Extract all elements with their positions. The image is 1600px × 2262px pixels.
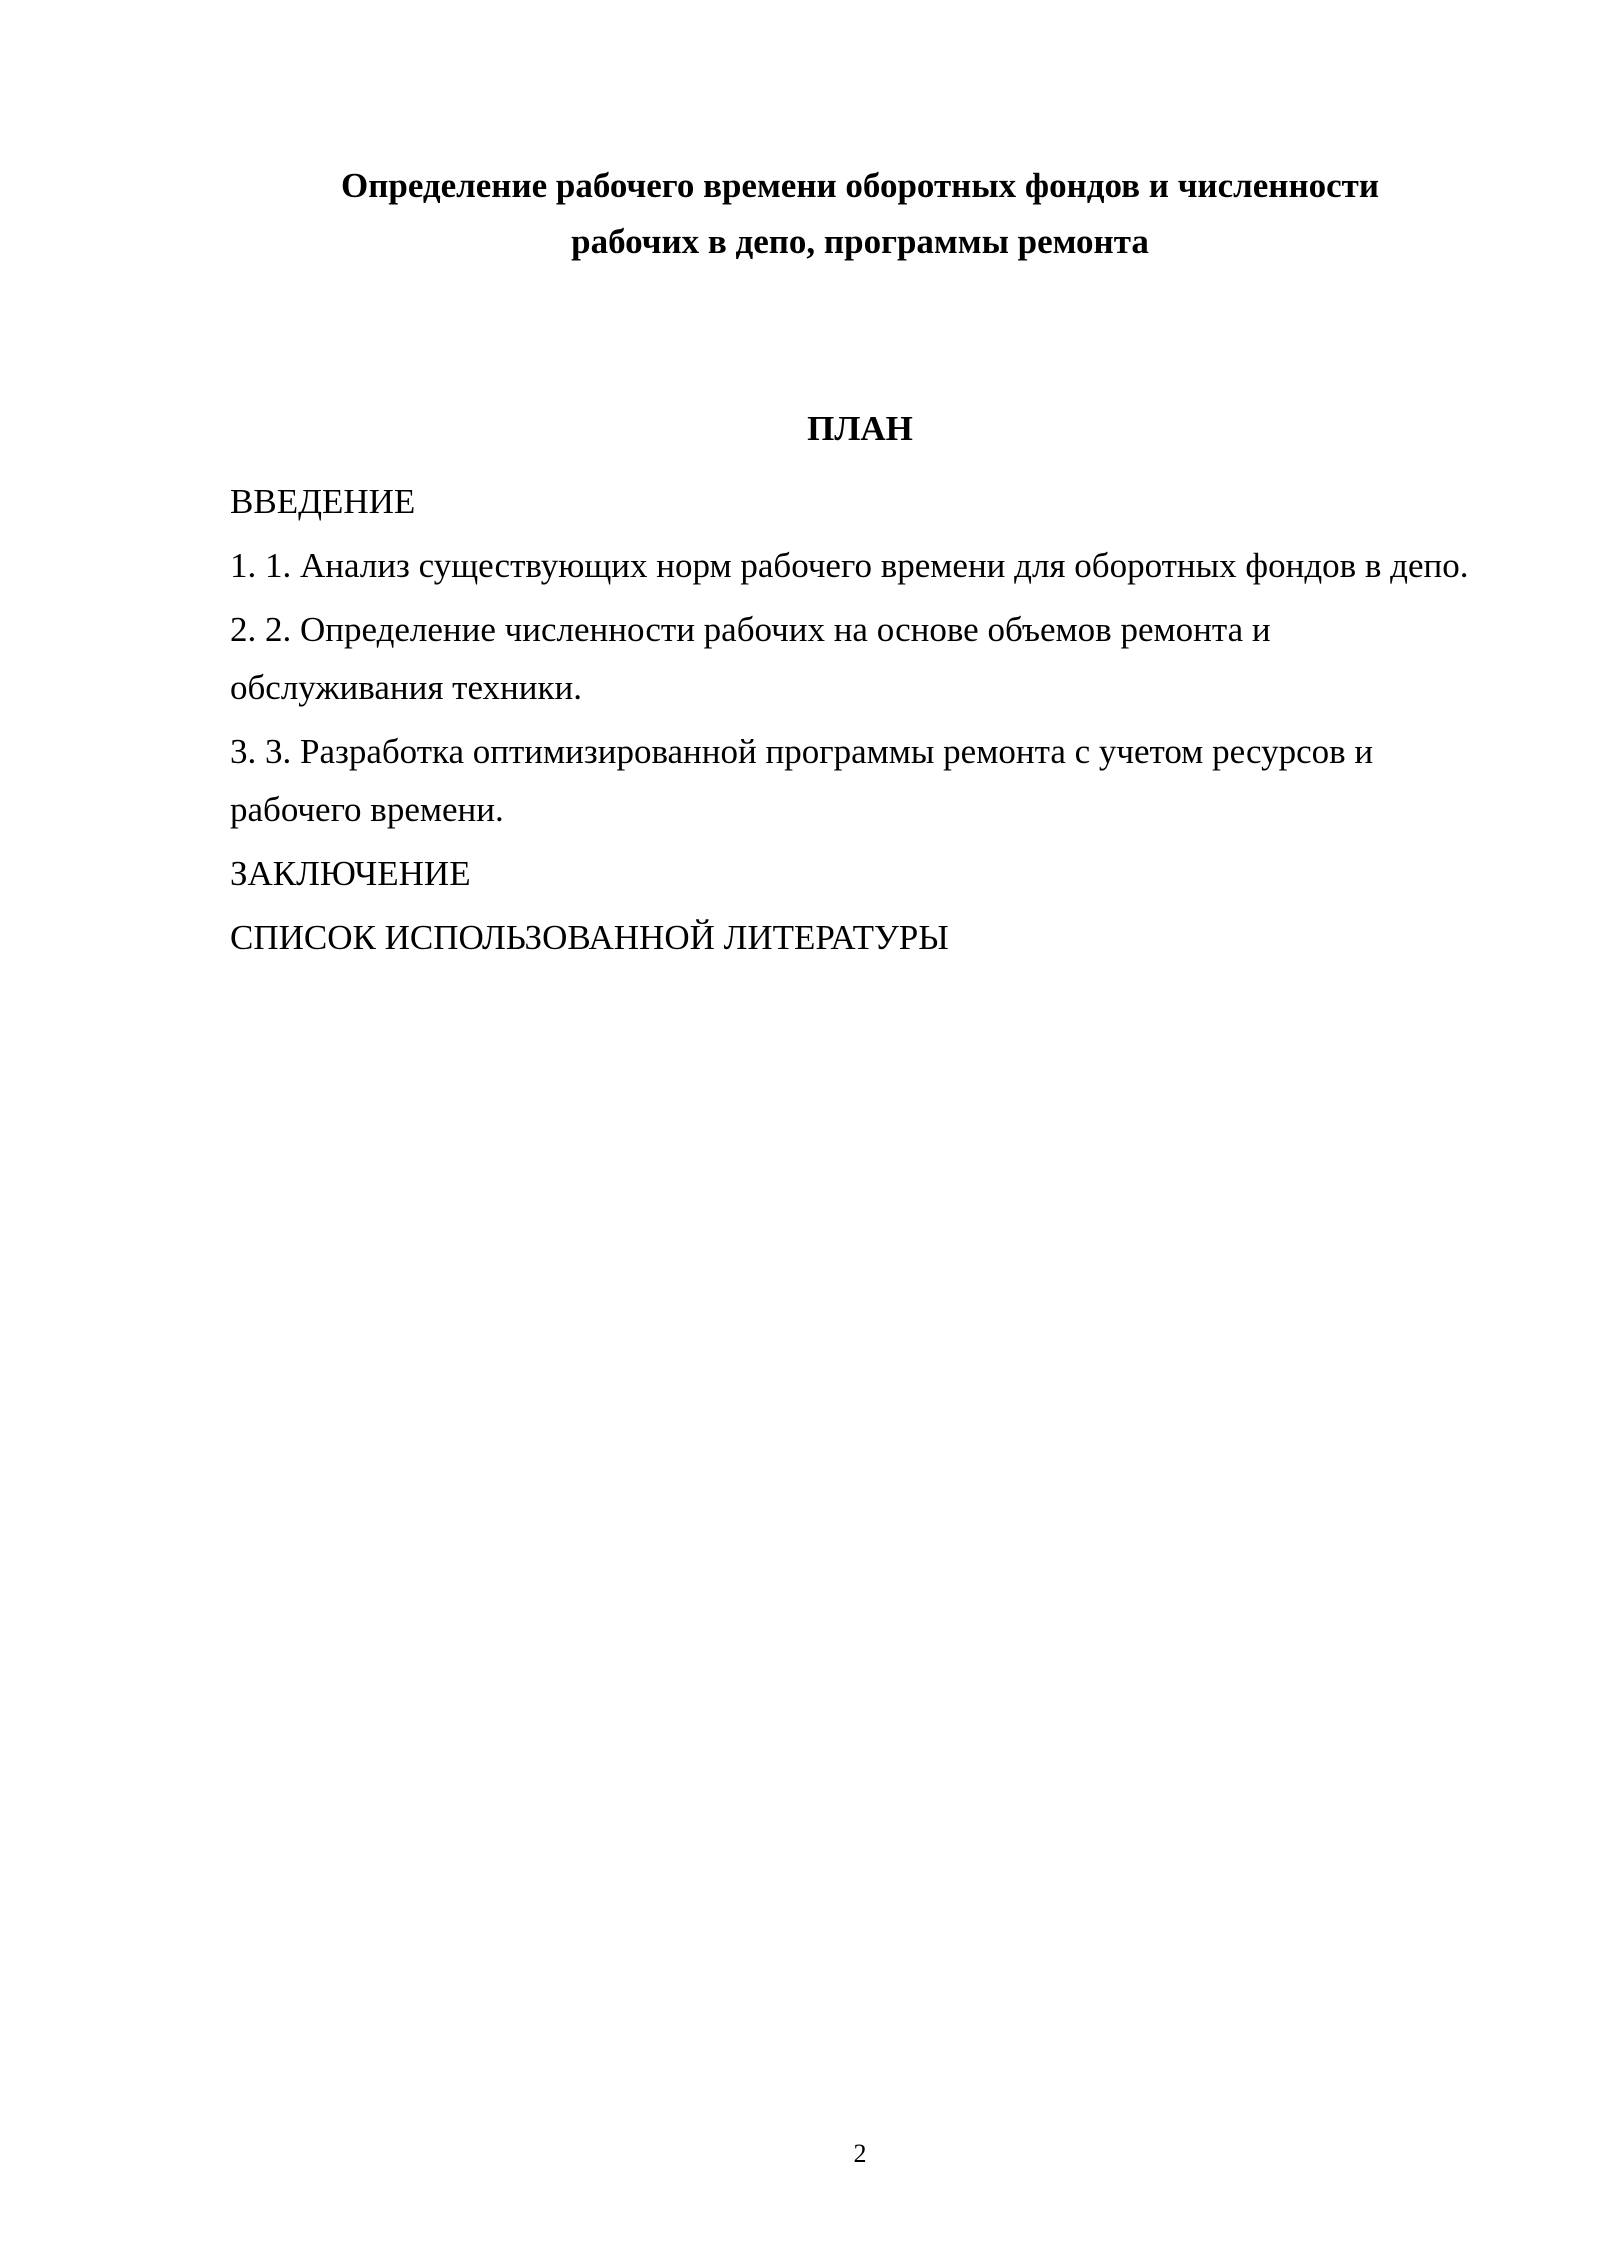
document-title-line-1: Определение рабочего времени оборотных фондов и численности [340, 166, 1380, 205]
document-title [230, 158, 1490, 270]
toc-item-section-3: 3. 3. Разработка оптимизированной программы ремонта с учетом ресурсов и рабочего времени. [230, 732, 1374, 829]
toc-item-section-2: 2. 2. Определение численности рабочих на основе объемов ремонта и обслуживания техники. [230, 610, 1271, 707]
toc-item-references: СПИСОК ИСПОЛЬЗОВАННОЙ ЛИТЕРАТУРЫ [230, 918, 949, 957]
toc-item-section-1: 1. 1. Анализ существующих норм рабочего времени для оборотных фондов в депо. [230, 546, 1469, 585]
plan-heading: ПЛАН [807, 409, 913, 448]
toc-item-conclusion: ЗАКЛЮЧЕНИЕ [230, 854, 471, 893]
toc-item-introduction: ВВЕДЕНИЕ [230, 482, 416, 521]
page-number: 2 [853, 2139, 867, 2168]
table-of-contents [230, 473, 1490, 973]
document-title-line-2: рабочих в депо, программы ремонта [571, 222, 1149, 261]
